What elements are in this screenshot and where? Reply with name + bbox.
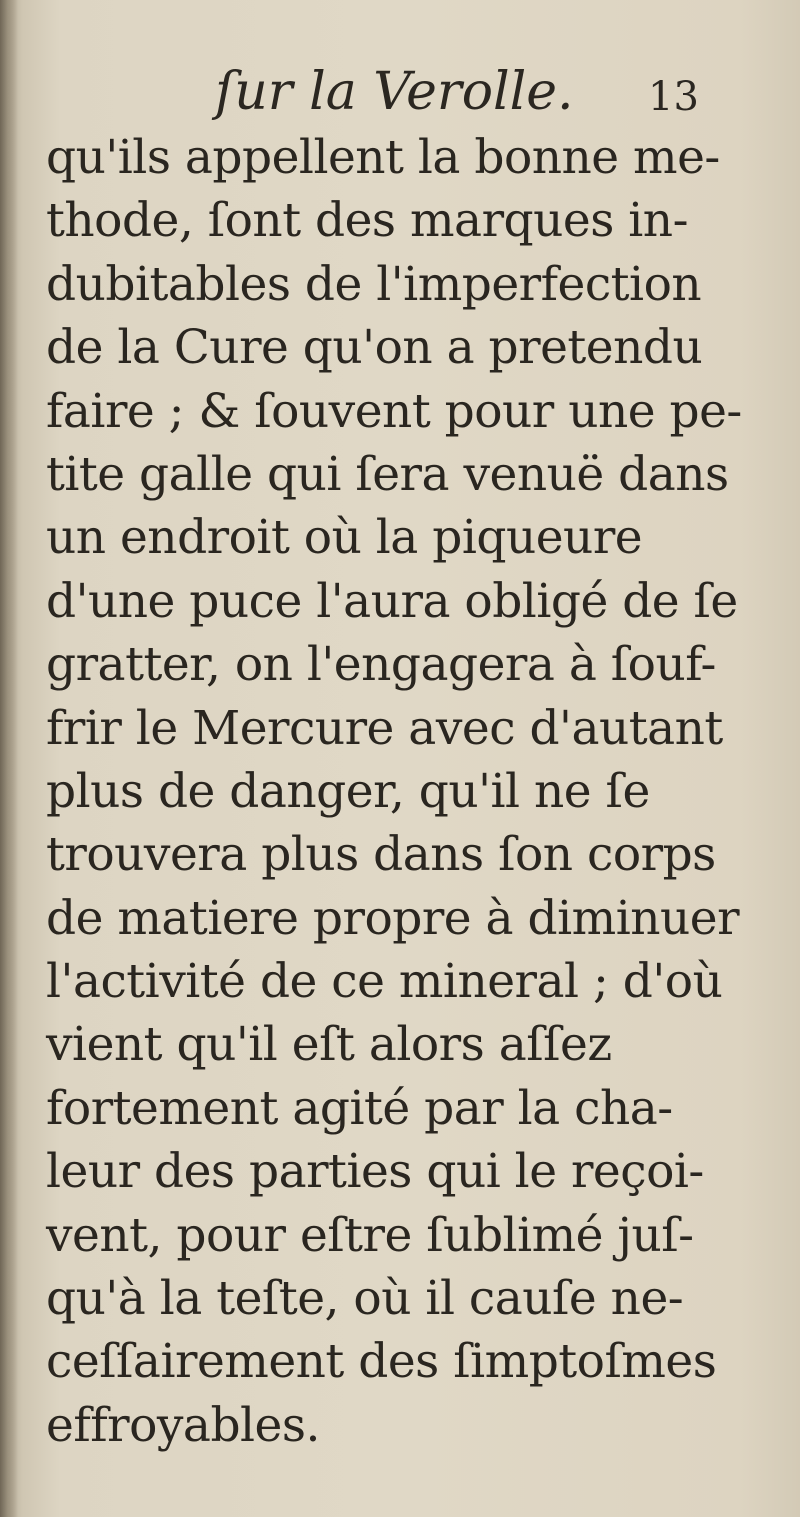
text-line: vent, pour eſtre ſublimé juſ- bbox=[46, 1207, 694, 1263]
text-line: leur des parties qui le reçoi- bbox=[46, 1144, 704, 1200]
page-number: 13 bbox=[648, 74, 699, 120]
text-line: trouvera plus dans ſon corps bbox=[46, 827, 716, 883]
text-line: faire ; & ſouvent pour une pe- bbox=[46, 383, 742, 439]
text-line: tite galle qui ſera venuë dans bbox=[46, 446, 729, 502]
page-header bbox=[0, 62, 800, 122]
text-line: effroyables. bbox=[46, 1397, 320, 1453]
binding-gutter bbox=[0, 0, 18, 1517]
text-line: un endroit où la piqueure bbox=[46, 510, 643, 566]
text-line: qu'ils appellent la bonne me- bbox=[46, 130, 720, 185]
text-line: frir le Mercure avec d'autant bbox=[46, 700, 723, 756]
text-line: thode, ſont des marques in- bbox=[46, 193, 688, 249]
text-line: fortement agité par la cha- bbox=[46, 1080, 673, 1136]
text-line: l'activité de ce mineral ; d'où bbox=[46, 954, 723, 1010]
running-title: ſur la Verolle. bbox=[215, 62, 574, 122]
text-line: dubitables de l'imperfection bbox=[46, 256, 702, 312]
body-text bbox=[46, 126, 766, 1457]
text-line: ceſſairement des ſimptoſmes bbox=[46, 1334, 717, 1390]
text-line: vient qu'il eſt alors aſſez bbox=[46, 1017, 612, 1073]
text-line: de matiere propre à diminuer bbox=[46, 890, 740, 946]
text-line: de la Cure qu'on a pretendu bbox=[46, 320, 703, 376]
text-line: plus de danger, qu'il ne ſe bbox=[46, 763, 650, 819]
text-line: gratter, on l'engagera à ſouf- bbox=[46, 637, 716, 693]
text-line: d'une puce l'aura obligé de ſe bbox=[46, 573, 738, 629]
text-line: qu'à la teſte, où il cauſe ne- bbox=[46, 1271, 684, 1327]
